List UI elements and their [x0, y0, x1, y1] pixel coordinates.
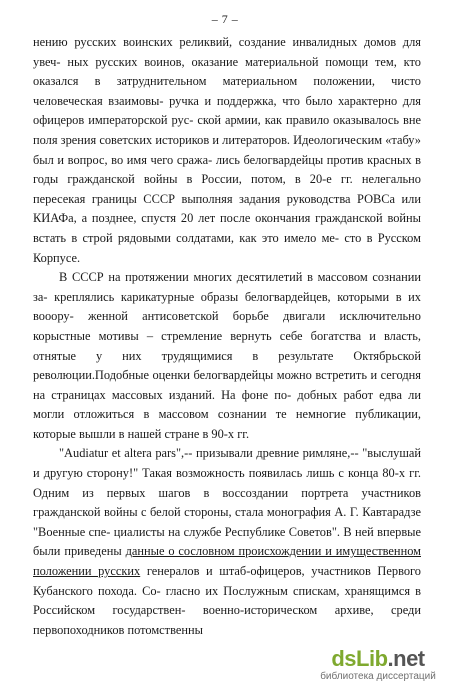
dslib-watermark: [318, 647, 438, 683]
document-body: [33, 33, 421, 640]
page-number: – 7 –: [211, 12, 239, 26]
paragraph-2: В СССР на протяжении многих десятилетий в массовом сознании за- креплялись карикатурные образы белогвардейцев, которыми в их вооору- женной антисоветской борьбе двигали исключительно корыстные мотивы – стремление вернуть себе богатства и власть, отнятые у них трудящимися в результате Октябрьской революции.Подобные оценки белогвардейцы можно встретить и сегодня на страницах массовых изданий. На фоне по- добных работ едва ли могли отложиться в массовом сознании те немногие публикации, которые вышли в нашей стране в 90-х гг.: [33, 270, 422, 441]
paragraph-3: "Audiatur et altera pars",-- призывали древние римляне,-- "выслушай и другую сторону!" Такая возможность появилась лишь с конца 80-х гг. Одним из первых шагов в воссоздании портрета участников гражданской войны с белой стороны, стала монография А. Г. Кавтарадзе "Военные спе- циалисты на службе Республике Советов". В ней впервые были приведены данные о сословном происхождении и имущественном положении русских генералов и штаб-офицеров, участников Первого Кубанского похода. Со- гласно их Послужным спискам, хранящимся в Российском государствен- военно-историческом архиве, среди первопоходников потомственны: [33, 446, 422, 637]
underlined-passage: данные о сословном происхождении и имущественном положении русских: [33, 544, 421, 579]
paragraph-1: нению русских воинских реликвий, создание инвалидных домов для увеч- ных русских воинов, оказание материальной помощи тем, кто оказался в затруднительном материальном положении, чисто человеческая взаимовы- ручка и поддержка, что было характерно для офицеров императорской рус- ской армии, как правило оказывалось вне поля зрения советских историков и литераторов. Идеологическим «табу» был и вопрос, во имя чего сража- лись белогвардейцы против красных в годы гражданской войны в России, потом, в 20-е гг. нелегально пересекая границы СССР выполняя задания руководства РОВСа или КИАФа, а позднее, спустя 20 лет после окончания гражданской войны встать в строй рядовыми солдатами, как это имело ме- сто в Русском Корпусе.: [33, 35, 421, 265]
dslib-subtitle: библиотека диссертаций: [320, 671, 436, 682]
dslib-logo: dsLib.net: [331, 646, 425, 671]
